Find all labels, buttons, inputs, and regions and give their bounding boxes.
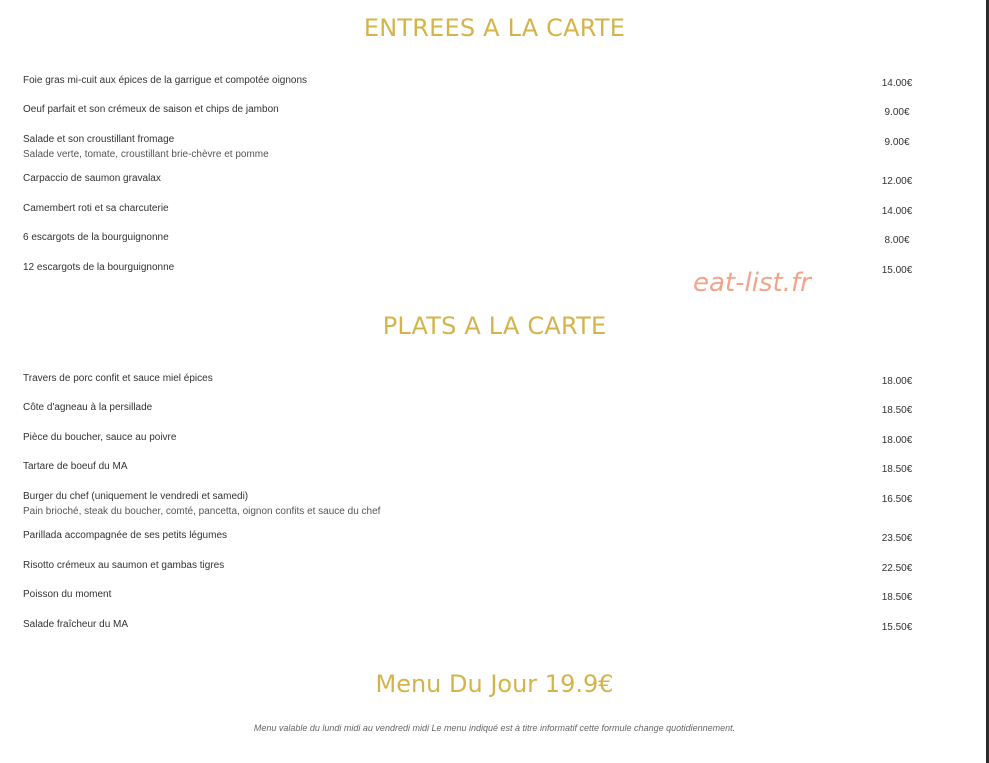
- item-name: Poisson du moment: [23, 589, 112, 600]
- item-name: Travers de porc confit et sauce miel épices: [23, 373, 213, 384]
- item-name: Risotto crémeux au saumon et gambas tigres: [23, 560, 225, 571]
- list-item: [23, 530, 923, 560]
- list-item: [23, 432, 923, 462]
- item-price: 18.00€: [881, 376, 913, 387]
- item-price: 8.00€: [884, 235, 910, 246]
- item-price: 15.00€: [881, 265, 913, 276]
- item-name: 12 escargots de la bourguignonne: [23, 262, 175, 273]
- item-description: Pain brioché, steak du boucher, comté, pancetta, oignon confits et sauce du chef: [23, 506, 381, 517]
- item-price: 12.00€: [881, 176, 913, 187]
- list-item: [23, 402, 923, 432]
- list-item: [23, 491, 923, 521]
- list-item: [23, 560, 923, 590]
- plats-title: PLATS A LA CARTE: [382, 312, 607, 340]
- item-name: 6 escargots de la bourguignonne: [23, 232, 169, 243]
- list-item: [23, 461, 923, 491]
- item-price: 9.00€: [884, 137, 910, 148]
- item-price: 18.50€: [881, 464, 913, 475]
- list-item: [23, 173, 923, 203]
- item-name: Salade et son croustillant fromage: [23, 134, 175, 145]
- item-name: Burger du chef (uniquement le vendredi et samedi): [23, 491, 249, 502]
- item-name: Tartare de boeuf du MA: [23, 461, 128, 472]
- item-price: 22.50€: [881, 563, 913, 574]
- item-price: 18.50€: [881, 405, 913, 416]
- item-name: Carpaccio de saumon gravalax: [23, 173, 161, 184]
- item-name: Pièce du boucher, sauce au poivre: [23, 432, 177, 443]
- item-name: Camembert roti et sa charcuterie: [23, 203, 169, 214]
- item-name: Parillada accompagnée de ses petits légumes: [23, 530, 228, 541]
- item-name: Oeuf parfait et son crémeux de saison et chips de jambon: [23, 104, 279, 115]
- item-price: 23.50€: [881, 533, 913, 544]
- item-description: Salade verte, tomate, croustillant brie-chèvre et pomme: [23, 149, 269, 160]
- item-price: 14.00€: [881, 78, 913, 89]
- watermark: eat-list.fr: [693, 268, 811, 298]
- item-price: 18.50€: [881, 592, 913, 603]
- list-item: [23, 104, 923, 134]
- menu-du-jour-title: Menu Du Jour 19.9€: [375, 670, 614, 698]
- entrees-title: ENTREES A LA CARTE: [363, 14, 626, 42]
- item-name: Foie gras mi-cuit aux épices de la garrigue et compotée oignons: [23, 75, 308, 86]
- list-item: [23, 232, 923, 262]
- item-name: Salade fraîcheur du MA: [23, 619, 129, 630]
- list-item: [23, 589, 923, 619]
- item-name: Côte d'agneau à la persillade: [23, 402, 153, 413]
- list-item: [23, 75, 923, 105]
- list-item: [23, 203, 923, 233]
- item-price: 9.00€: [884, 107, 910, 118]
- menu-du-jour-note: Menu valable du lundi midi au vendredi midi Le menu indiqué est à titre informatif cette formule change quotidiennement.: [253, 723, 736, 733]
- item-price: 15.50€: [881, 622, 913, 633]
- item-price: 18.00€: [881, 435, 913, 446]
- list-item: [23, 373, 923, 403]
- list-item: [23, 134, 923, 164]
- list-item: [23, 619, 923, 649]
- item-price: 14.00€: [881, 206, 913, 217]
- item-price: 16.50€: [881, 494, 913, 505]
